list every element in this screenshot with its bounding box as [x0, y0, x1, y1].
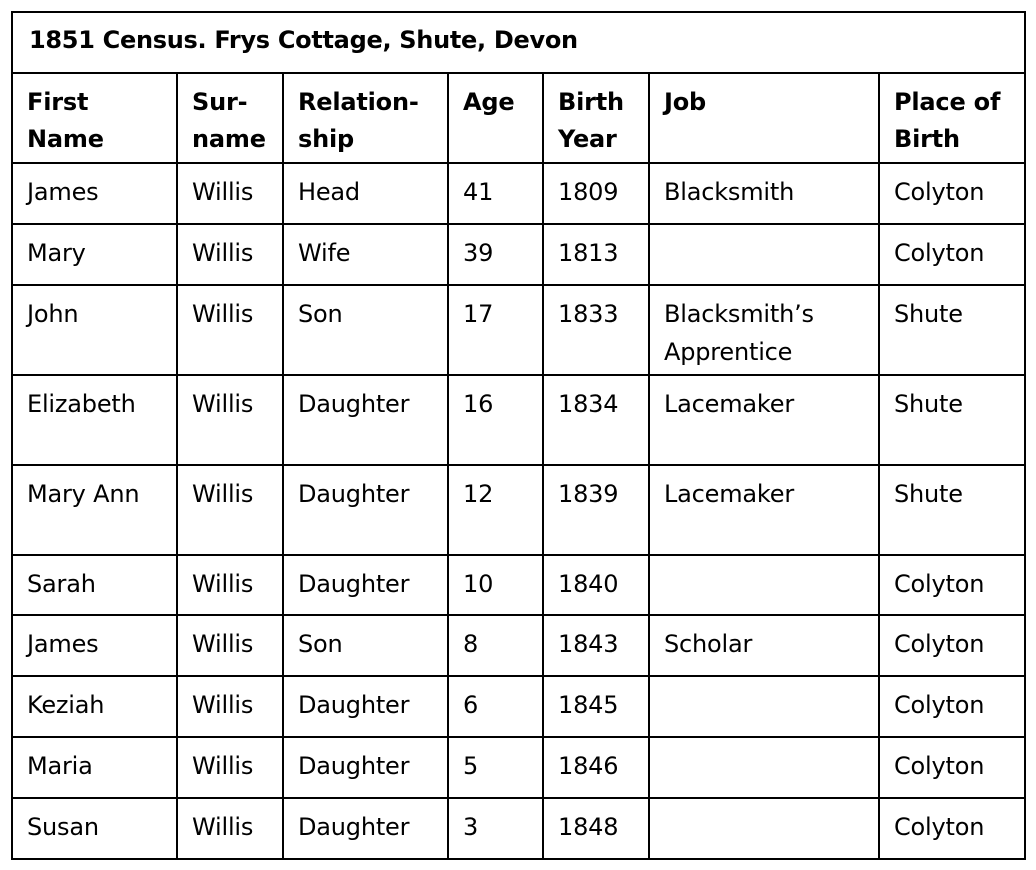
column-header-line: Relation- [298, 88, 419, 116]
cell-job [649, 375, 879, 465]
cell-surname: Willis [177, 615, 283, 676]
cell-relationship: Head [283, 163, 448, 224]
cell-birth-year: 1845 [543, 676, 649, 737]
cell-line: Blacksmith [664, 178, 795, 206]
cell-age: 6 [448, 676, 543, 737]
column-header-first-name [12, 73, 177, 163]
cell-birth-year: 1833 [543, 285, 649, 375]
column-header-line: Birth [558, 88, 624, 116]
column-header-birth-year [543, 73, 649, 163]
cell-birth-year: 1834 [543, 375, 649, 465]
column-header-line: Birth [894, 125, 960, 153]
cell-job [649, 465, 879, 555]
cell-place-of-birth: Colyton [879, 555, 1025, 615]
census-table [11, 11, 1026, 860]
cell-first-name: Elizabeth [12, 375, 177, 465]
cell-place-of-birth: Shute [879, 375, 1025, 465]
cell-surname: Willis [177, 465, 283, 555]
cell-birth-year: 1813 [543, 224, 649, 285]
cell-first-name: John [12, 285, 177, 375]
cell-relationship: Daughter [283, 798, 448, 859]
table-row [12, 737, 1025, 798]
cell-place-of-birth: Colyton [879, 224, 1025, 285]
cell-age: 3 [448, 798, 543, 859]
table-title: 1851 Census. Frys Cottage, Shute, Devon [12, 12, 1025, 73]
column-header-line: Place of [894, 88, 1001, 116]
cell-first-name: Mary Ann [12, 465, 177, 555]
cell-age: 10 [448, 555, 543, 615]
cell-place-of-birth: Colyton [879, 798, 1025, 859]
cell-job [649, 676, 879, 737]
column-header-line: Age [463, 88, 515, 116]
cell-job [649, 163, 879, 224]
column-header-line: Name [27, 125, 104, 153]
cell-birth-year: 1840 [543, 555, 649, 615]
cell-surname: Willis [177, 676, 283, 737]
column-header-line: First [27, 88, 89, 116]
cell-job [649, 798, 879, 859]
cell-relationship: Daughter [283, 375, 448, 465]
column-header-surname [177, 73, 283, 163]
cell-place-of-birth: Shute [879, 285, 1025, 375]
cell-place-of-birth: Colyton [879, 615, 1025, 676]
column-header-place-of-birth [879, 73, 1025, 163]
cell-line: Lacemaker [664, 480, 795, 508]
cell-relationship: Son [283, 285, 448, 375]
cell-birth-year: 1843 [543, 615, 649, 676]
table-row [12, 224, 1025, 285]
cell-surname: Willis [177, 375, 283, 465]
cell-birth-year: 1839 [543, 465, 649, 555]
cell-first-name: Sarah [12, 555, 177, 615]
cell-surname: Willis [177, 163, 283, 224]
cell-line: Lacemaker [664, 390, 795, 418]
cell-place-of-birth: Shute [879, 465, 1025, 555]
cell-relationship: Daughter [283, 737, 448, 798]
column-header-age [448, 73, 543, 163]
cell-place-of-birth: Colyton [879, 737, 1025, 798]
cell-surname: Willis [177, 555, 283, 615]
table-row [12, 285, 1025, 375]
cell-birth-year: 1848 [543, 798, 649, 859]
cell-first-name: Susan [12, 798, 177, 859]
cell-relationship: Daughter [283, 676, 448, 737]
cell-first-name: Maria [12, 737, 177, 798]
column-header-line: Job [664, 88, 706, 116]
cell-relationship: Daughter [283, 555, 448, 615]
table-row [12, 375, 1025, 465]
table-row [12, 465, 1025, 555]
cell-line: Blacksmith’s [664, 300, 814, 328]
cell-birth-year: 1809 [543, 163, 649, 224]
header-row [12, 73, 1025, 163]
cell-first-name: Keziah [12, 676, 177, 737]
column-header-line: ship [298, 125, 354, 153]
table-row [12, 798, 1025, 859]
cell-job [649, 615, 879, 676]
cell-place-of-birth: Colyton [879, 163, 1025, 224]
cell-first-name: James [12, 163, 177, 224]
table-row [12, 676, 1025, 737]
cell-line: Scholar [664, 630, 753, 658]
cell-job [649, 555, 879, 615]
cell-first-name: Mary [12, 224, 177, 285]
table-row [12, 555, 1025, 615]
table-row [12, 163, 1025, 224]
cell-age: 41 [448, 163, 543, 224]
cell-relationship: Son [283, 615, 448, 676]
cell-surname: Willis [177, 285, 283, 375]
cell-place-of-birth: Colyton [879, 676, 1025, 737]
cell-surname: Willis [177, 224, 283, 285]
cell-relationship: Wife [283, 224, 448, 285]
cell-age: 12 [448, 465, 543, 555]
cell-first-name: James [12, 615, 177, 676]
cell-job [649, 737, 879, 798]
cell-line: Apprentice [664, 338, 793, 366]
cell-age: 8 [448, 615, 543, 676]
cell-job [649, 285, 879, 375]
cell-age: 5 [448, 737, 543, 798]
cell-age: 17 [448, 285, 543, 375]
cell-age: 39 [448, 224, 543, 285]
column-header-line: Sur- [192, 88, 248, 116]
cell-birth-year: 1846 [543, 737, 649, 798]
cell-surname: Willis [177, 798, 283, 859]
column-header-relationship [283, 73, 448, 163]
table-body [12, 163, 1025, 859]
cell-relationship: Daughter [283, 465, 448, 555]
cell-job [649, 224, 879, 285]
table-row [12, 615, 1025, 676]
cell-surname: Willis [177, 737, 283, 798]
column-header-line: Year [558, 125, 617, 153]
column-header-line: name [192, 125, 266, 153]
column-header-job [649, 73, 879, 163]
cell-age: 16 [448, 375, 543, 465]
